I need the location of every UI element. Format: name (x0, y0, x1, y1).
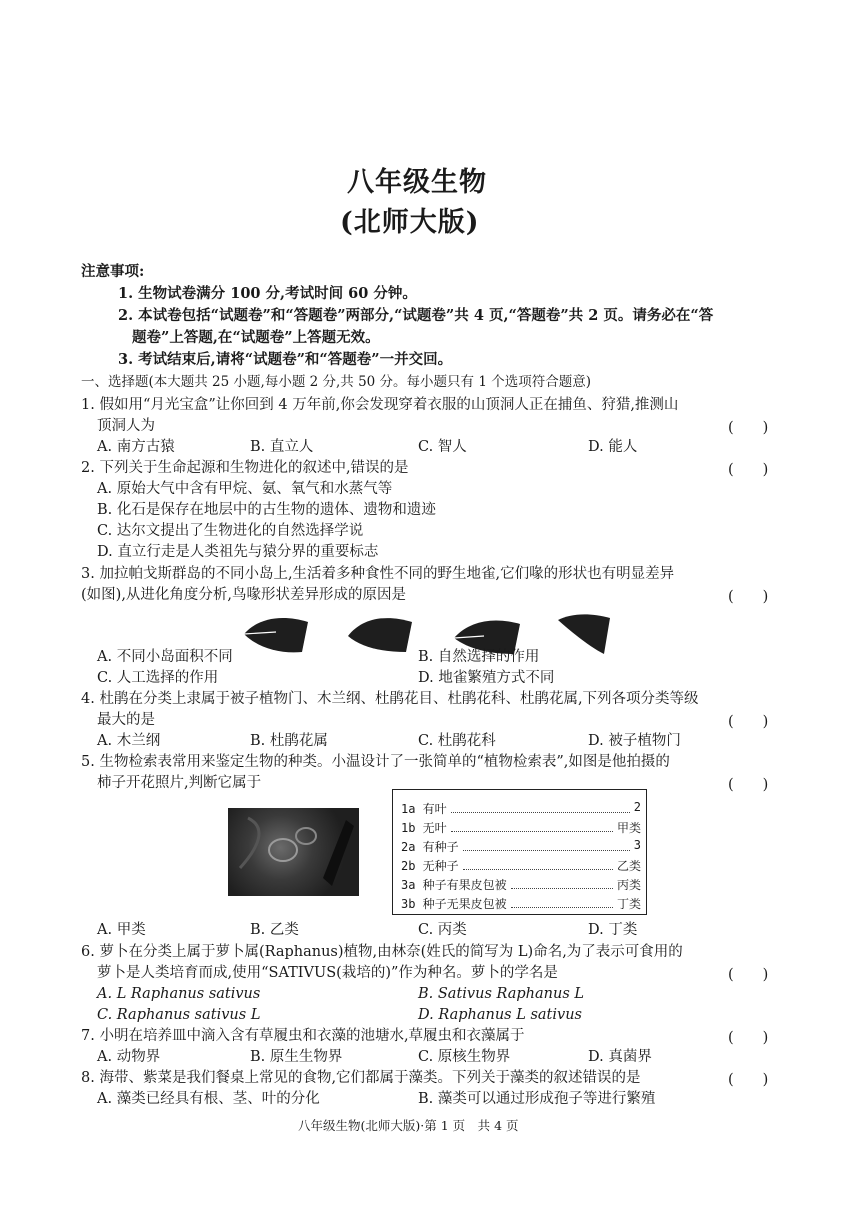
option-c: C. 丙类 (418, 922, 467, 938)
option-b: B. 化石是保存在地层中的古生物的遗体、遗物和遗迹 (97, 502, 436, 518)
option-c: C. 原核生物界 (418, 1049, 511, 1065)
option-d: D. 地雀繁殖方式不同 (418, 670, 555, 686)
answer-paren: ( ) (728, 777, 769, 793)
beak-shape-2 (348, 618, 412, 652)
key-row: 3a 种子有果皮包被 丙类 (401, 878, 641, 892)
option-d: D. 真菌界 (588, 1049, 652, 1065)
question-3: 3. 加拉帕戈斯群岛的不同小岛上,生活着多种食性不同的野生地雀,它们喙的形状也有明显差异 (81, 566, 675, 582)
option-c: C. 智人 (418, 439, 467, 455)
question-6-cont: 萝卜是人类培育而成,使用“SATIVUS(栽培的)”作为种名。萝卜的学名是 (97, 965, 558, 981)
option-c: C. 人工选择的作用 (97, 670, 219, 686)
notice-item: 1. 生物试卷满分 100 分,考试时间 60 分钟。 (118, 285, 417, 302)
answer-paren: ( ) (728, 967, 769, 983)
answer-paren: ( ) (728, 714, 769, 730)
option-b: B. 藻类可以通过形成孢子等进行繁殖 (418, 1091, 656, 1107)
key-row: 1a 有叶 2 (401, 800, 641, 816)
question-6: 6. 萝卜在分类上属于萝卜属(Raphanus)植物,由林奈(姓氏的简写为 L)命名,为了表示可食用的 (81, 944, 683, 960)
answer-paren: ( ) (728, 1030, 769, 1046)
key-row: 2b 无种子 乙类 (401, 859, 641, 873)
answer-paren: ( ) (728, 1072, 769, 1088)
notice-heading: 注意事项: (81, 263, 145, 280)
option-c: C. 杜鹃花科 (418, 733, 496, 749)
question-4-cont: 最大的是 (97, 712, 155, 728)
page-subtitle: (北师大版) (340, 207, 480, 238)
question-1-cont: 顶洞人为 (97, 418, 155, 434)
section-heading: 一、选择题(本大题共 25 小题,每小题 2 分,共 50 分。每小题只有 1 个选项符合题意) (81, 374, 591, 390)
question-5: 5. 生物检索表常用来鉴定生物的种类。小温设计了一张简单的“植物检索表”,如图是他拍摄的 (81, 754, 670, 770)
option-a: A. 不同小岛面积不同 (97, 649, 233, 665)
page-footer: 八年级生物(北师大版)·第 1 页 共 4 页 (298, 1118, 519, 1133)
option-a: A. 原始大气中含有甲烷、氨、氧气和水蒸气等 (97, 481, 393, 497)
option-b: B. Sativus Raphanus L (418, 986, 585, 1002)
notice-item: 2. 本试卷包括“试题卷”和“答题卷”两部分,“试题卷”共 4 页,“答题卷”共 2 页。请务必在“答 (118, 307, 714, 324)
option-a: A. 南方古猿 (97, 439, 175, 455)
option-b: B. 杜鹃花属 (250, 733, 328, 749)
notice-item: 题卷”上答题,在“试题卷”上答题无效。 (132, 329, 380, 346)
option-c: C. 达尔文提出了生物进化的自然选择学说 (97, 523, 364, 539)
option-d: D. 能人 (588, 439, 638, 455)
beak-shape-1 (244, 618, 308, 652)
option-b: B. 自然选择的作用 (418, 649, 540, 665)
beak-shape-4 (558, 614, 610, 654)
notice-item: 3. 考试结束后,请将“试题卷”和“答题卷”一并交回。 (118, 351, 453, 368)
question-1: 1. 假如用“月光宝盒”让你回到 4 万年前,你会发现穿着衣服的山顶洞人正在捕鱼、狩猎,推测山 (81, 397, 679, 413)
option-a: A. 藻类已经具有根、茎、叶的分化 (97, 1091, 320, 1107)
question-5-cont: 柿子开花照片,判断它属于 (97, 775, 262, 791)
plant-key-table (392, 789, 647, 915)
option-b: B. 直立人 (250, 439, 314, 455)
option-d: D. 被子植物门 (588, 733, 681, 749)
option-a: A. L Raphanus sativus (97, 986, 261, 1002)
option-a: A. 动物界 (97, 1049, 161, 1065)
key-row: 1b 无叶 甲类 (401, 821, 641, 835)
key-row: 3b 种子无果皮包被 丁类 (401, 897, 641, 911)
page-title: 八年级生物 (347, 167, 487, 198)
option-d: D. Raphanus L sativus (418, 1007, 582, 1023)
option-a: A. 甲类 (97, 922, 146, 938)
option-a: A. 木兰纲 (97, 733, 161, 749)
question-7: 7. 小明在培养皿中滴入含有草履虫和衣藻的池塘水,草履虫和衣藻属于 (81, 1028, 525, 1044)
question-3-cont: (如图),从进化角度分析,鸟喙形状差异形成的原因是 (81, 587, 407, 603)
question-4: 4. 杜鹃在分类上隶属于被子植物门、木兰纲、杜鹃花目、杜鹃花科、杜鹃花属,下列各项分类等级 (81, 691, 699, 707)
option-c: C. Raphanus sativus L (97, 1007, 261, 1023)
answer-paren: ( ) (728, 462, 769, 478)
answer-paren: ( ) (728, 420, 769, 436)
option-b: B. 原生生物界 (250, 1049, 343, 1065)
option-b: B. 乙类 (250, 922, 299, 938)
key-row: 2a 有种子 3 (401, 838, 641, 854)
question-2: 2. 下列关于生命起源和生物进化的叙述中,错误的是 (81, 460, 409, 476)
option-d: D. 直立行走是人类祖先与猿分界的重要标志 (97, 544, 379, 560)
question-8: 8. 海带、紫菜是我们餐桌上常见的食物,它们都属于藻类。下列关于藻类的叙述错误的是 (81, 1070, 641, 1086)
answer-paren: ( ) (728, 589, 769, 605)
persimmon-flower-photo (228, 808, 359, 896)
option-d: D. 丁类 (588, 922, 638, 938)
